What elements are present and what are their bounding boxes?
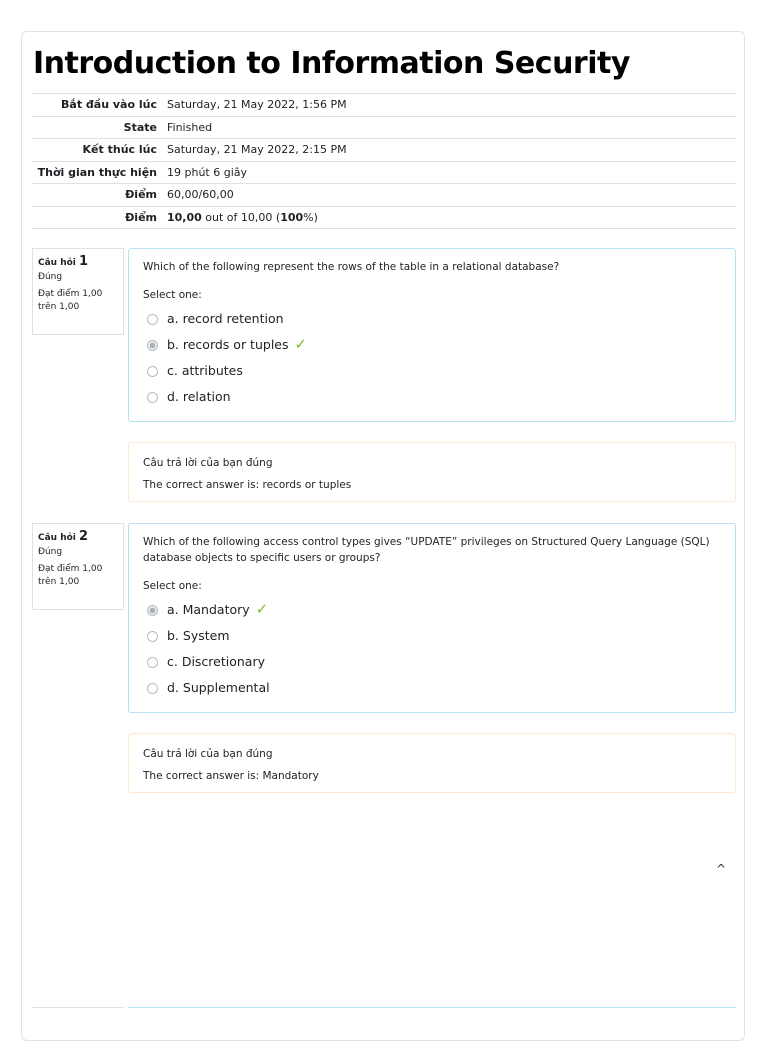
- radio-button[interactable]: [147, 392, 158, 403]
- answer-option[interactable]: [143, 622, 721, 648]
- question-text: Which of the following access control types gives “UPDATE” privileges on Structured Query Language (SQL) database objects to specific users or groups?: [143, 536, 710, 564]
- question-info-2: [32, 523, 124, 610]
- radio-button[interactable]: [147, 366, 158, 377]
- question-state: Đúng: [38, 547, 63, 557]
- radio-button[interactable]: [147, 631, 158, 642]
- question-grade: Đạt điểm 1,00 trên 1,00: [38, 564, 103, 587]
- feedback-text: Câu trả lời của bạn đúng: [143, 457, 273, 469]
- summary-label: Bắt đầu vào lúc: [61, 98, 157, 112]
- summary-row: [32, 94, 736, 117]
- question-label: Câu hỏi: [38, 533, 76, 543]
- option-label: a. Mandatory: [167, 601, 250, 617]
- radio-button-checked[interactable]: [147, 605, 158, 616]
- question-formulation-3-partial: [128, 1007, 736, 1018]
- summary-row: [32, 139, 736, 162]
- question-number: [38, 530, 118, 545]
- answer-option[interactable]: [143, 357, 721, 383]
- quiz-review-card: [21, 31, 745, 1041]
- option-label: c. Discretionary: [167, 653, 265, 669]
- summary-grade-value: [167, 206, 736, 229]
- summary-value: 19 phút 6 giây: [167, 165, 248, 179]
- summary-label: Điểm: [125, 188, 157, 202]
- question-formulation-1: [128, 248, 736, 422]
- question-grade: Đạt điểm 1,00 trên 1,00: [38, 289, 103, 312]
- summary-row: [32, 206, 736, 229]
- question-info-1: [32, 248, 124, 335]
- answer-option[interactable]: [143, 305, 721, 331]
- attempt-summary-table: [32, 93, 736, 229]
- summary-row: [32, 184, 736, 207]
- answer-option[interactable]: [143, 331, 721, 357]
- summary-row: [32, 161, 736, 184]
- question-number: [38, 255, 118, 270]
- option-label: d. Supplemental: [167, 679, 270, 695]
- summary-label: Thời gian thực hiện: [37, 165, 157, 179]
- grade-percent: 100: [280, 210, 304, 224]
- grade-bold: 10,00: [167, 210, 202, 224]
- page-title: Introduction to Information Security: [33, 46, 630, 81]
- check-icon: ✓: [255, 600, 269, 618]
- radio-button[interactable]: [147, 683, 158, 694]
- summary-value: Finished: [167, 120, 213, 134]
- option-label: d. relation: [167, 388, 231, 404]
- question-feedback-2: [128, 733, 736, 793]
- select-prompt: Select one:: [143, 580, 202, 592]
- option-label: c. attributes: [167, 362, 243, 378]
- option-label: b. System: [167, 627, 230, 643]
- grade-end: %): [303, 210, 318, 224]
- radio-button-checked[interactable]: [147, 340, 158, 351]
- question-text: Which of the following represent the rows of the table in a relational database?: [143, 261, 560, 273]
- answer-option[interactable]: [143, 674, 721, 700]
- summary-value: Saturday, 21 May 2022, 1:56 PM: [167, 98, 347, 112]
- question-info-3-partial: [32, 1007, 124, 1018]
- question-number-value: 2: [79, 529, 89, 544]
- correct-answer-text: The correct answer is: records or tuples: [143, 479, 352, 491]
- option-label: a. record retention: [167, 310, 284, 326]
- summary-label: Kết thúc lúc: [82, 143, 157, 157]
- question-formulation-2: [128, 523, 736, 713]
- check-icon: ✓: [294, 335, 308, 353]
- answer-option[interactable]: [143, 648, 721, 674]
- feedback-text: Câu trả lời của bạn đúng: [143, 748, 273, 760]
- radio-button[interactable]: [147, 657, 158, 668]
- answer-option[interactable]: [143, 596, 721, 622]
- correct-answer-text: The correct answer is: Mandatory: [143, 770, 319, 782]
- question-number-value: 1: [79, 254, 89, 269]
- summary-value: Saturday, 21 May 2022, 2:15 PM: [167, 143, 347, 157]
- select-prompt: Select one:: [143, 289, 202, 301]
- question-label: Câu hỏi: [38, 258, 76, 268]
- option-label: b. records or tuples: [167, 336, 289, 352]
- answer-option[interactable]: [143, 383, 721, 409]
- summary-label: State: [123, 120, 157, 134]
- question-state: Đúng: [38, 272, 63, 282]
- grade-mid: out of 10,00 (: [201, 210, 281, 224]
- summary-value: 60,00/60,00: [167, 188, 234, 202]
- summary-row: [32, 116, 736, 139]
- summary-label: Điểm: [125, 210, 157, 224]
- back-to-top-button[interactable]: ^: [715, 862, 727, 876]
- question-feedback-1: [128, 442, 736, 502]
- radio-button[interactable]: [147, 314, 158, 325]
